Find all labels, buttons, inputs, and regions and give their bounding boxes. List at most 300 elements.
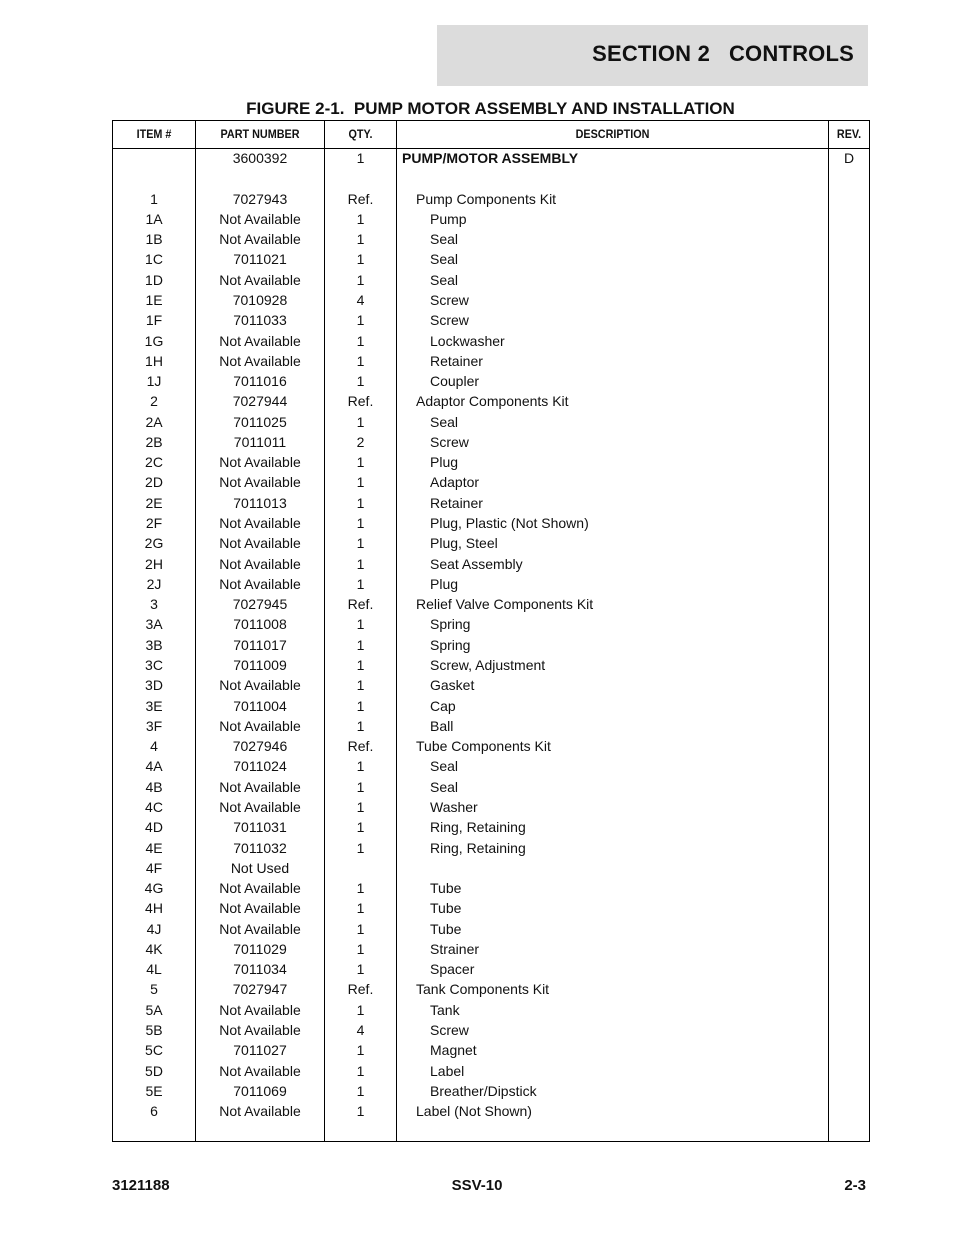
item-cell: 3F (145, 717, 163, 734)
table-row (113, 858, 869, 878)
item-cell: 3A (145, 616, 163, 633)
qty-cell: 1 (356, 1001, 365, 1018)
rev-cell (829, 736, 869, 756)
description-cell: Magnet (430, 1042, 477, 1059)
table-row (113, 594, 869, 614)
rev-cell (829, 614, 869, 634)
table-row (113, 635, 869, 655)
item-cell: 6 (150, 1103, 158, 1120)
part-number-cell: 7011032 (233, 839, 287, 856)
description-cell: Tube Components Kit (416, 738, 551, 755)
description-cell: Seal (430, 251, 459, 268)
description-cell: Coupler (430, 373, 480, 390)
qty-cell: Ref. (347, 190, 374, 207)
qty-cell: Ref. (347, 981, 374, 998)
part-number-cell: Not Available (219, 474, 301, 491)
description-cell: Ring, Retaining (430, 819, 526, 836)
table-row (113, 777, 869, 797)
description-cell: Plug (430, 454, 459, 471)
item-cell: 3D (145, 677, 163, 694)
description-cell: Screw (430, 291, 469, 308)
table-row (113, 513, 869, 533)
item-cell: 2A (145, 413, 163, 430)
rev-cell (829, 898, 869, 918)
part-number-cell: 7011011 (233, 433, 287, 450)
rev-cell (829, 635, 869, 655)
part-number-cell: 7027945 (232, 596, 288, 613)
table-row (113, 736, 869, 756)
footer-document-number: 3121188 (112, 1177, 170, 1194)
table-row (113, 412, 869, 432)
table-row (113, 716, 869, 736)
part-number-cell: Not Available (219, 920, 301, 937)
qty-cell: 1 (356, 616, 365, 633)
qty-cell: 1 (356, 210, 365, 227)
item-cell: 4B (145, 778, 163, 795)
qty-cell: 1 (356, 271, 365, 288)
item-cell: 4L (146, 961, 162, 978)
qty-cell: 1 (356, 1042, 365, 1059)
item-cell: 2D (145, 474, 163, 491)
rev-cell (829, 168, 869, 188)
rev-cell (829, 959, 869, 979)
item-cell: 2G (144, 535, 164, 552)
rev-cell (829, 533, 869, 553)
description-cell: Plug, Plastic (Not Shown) (430, 515, 589, 532)
rev-cell (829, 432, 869, 452)
qty-cell: Ref. (347, 596, 374, 613)
rev-cell (829, 696, 869, 716)
qty-cell: 1 (356, 352, 365, 369)
table-row (113, 959, 869, 979)
table-row (113, 310, 869, 330)
item-cell: 5E (145, 1082, 163, 1099)
item-cell: 1A (145, 210, 163, 227)
rev-cell (829, 878, 869, 898)
part-number-cell: Not Available (219, 717, 301, 734)
description-cell: Tube (430, 920, 462, 937)
part-number-cell: Not Used (230, 859, 290, 876)
rev-cell (829, 1061, 869, 1081)
table-row (113, 472, 869, 492)
item-cell: 2B (145, 433, 163, 450)
item-cell: 3E (145, 697, 163, 714)
qty-cell (325, 858, 396, 878)
section-title: SECTION 2 CONTROLS (592, 41, 854, 66)
item-cell: 4E (145, 839, 163, 856)
part-number-cell: Not Available (219, 880, 301, 897)
item-cell: 2F (145, 515, 163, 532)
footer-model: SSV-10 (451, 1177, 503, 1194)
item-cell: 1B (145, 231, 163, 248)
item-cell: 1J (146, 373, 162, 390)
description-cell: Pump Components Kit (416, 190, 557, 207)
rev-cell (829, 513, 869, 533)
part-number-cell: 7011033 (233, 312, 287, 329)
rev-cell (829, 1040, 869, 1060)
description-cell: Pump (430, 210, 467, 227)
part-number-cell: 7011017 (233, 636, 287, 653)
rev-cell (829, 391, 869, 411)
description-cell: Tube (430, 880, 462, 897)
description-cell: Tank (430, 1001, 460, 1018)
table-row (113, 675, 869, 695)
table-row (113, 898, 869, 918)
description-cell: Screw (430, 312, 469, 329)
description-cell: Adaptor Components Kit (416, 393, 569, 410)
qty-cell: 1 (356, 839, 365, 856)
part-number-cell: 7027943 (232, 190, 288, 207)
item-cell: 2E (145, 494, 163, 511)
table-row (113, 290, 869, 310)
part-number-cell: Not Available (219, 575, 301, 592)
part-number-cell: Not Available (219, 454, 301, 471)
part-number-cell: Not Available (219, 677, 301, 694)
rev-cell (829, 371, 869, 391)
part-number-cell: 7011008 (233, 616, 287, 633)
description-cell: Seal (430, 231, 459, 248)
qty-cell: 1 (356, 515, 365, 532)
qty-cell: Ref. (347, 393, 374, 410)
description-cell (397, 168, 846, 188)
description-cell: Spacer (430, 961, 475, 978)
description-cell: Screw (430, 433, 469, 450)
table-row (113, 696, 869, 716)
description-cell: Tube (430, 900, 462, 917)
qty-cell: 1 (356, 677, 365, 694)
table-row (113, 797, 869, 817)
description-cell: PUMP/MOTOR ASSEMBLY (402, 150, 579, 166)
part-number-cell: 7011021 (233, 251, 287, 268)
qty-cell: 1 (356, 1082, 365, 1099)
item-cell: 4A (145, 758, 163, 775)
item-cell: 2 (150, 393, 158, 410)
item-cell: 5 (150, 981, 158, 998)
table-row (113, 1081, 869, 1101)
table-row (113, 391, 869, 411)
header-item: ITEM # (136, 127, 172, 141)
section-banner (437, 25, 868, 86)
table-row (113, 574, 869, 594)
rev-cell (829, 838, 869, 858)
rev-cell (829, 412, 869, 432)
table-row (113, 432, 869, 452)
description-cell: Label (430, 1062, 465, 1079)
part-number-cell: Not Available (219, 1022, 301, 1039)
qty-cell: 1 (356, 454, 365, 471)
header-rev: REV. (836, 127, 862, 141)
description-cell: Seat Assembly (430, 555, 523, 572)
table-row (113, 1040, 869, 1060)
item-cell: 1E (145, 291, 163, 308)
item-cell: 1C (145, 251, 163, 268)
item-cell: 2J (146, 575, 162, 592)
header-qty: QTY. (348, 127, 373, 141)
rev-cell (829, 249, 869, 269)
rev-cell (829, 351, 869, 371)
description-cell: Washer (430, 798, 478, 815)
qty-cell: 1 (356, 961, 365, 978)
qty-cell: 1 (356, 657, 365, 673)
part-number-cell: Not Available (219, 1001, 301, 1018)
description-cell: Seal (430, 271, 459, 288)
table-row (113, 168, 869, 188)
table-row (113, 493, 869, 513)
item-cell: 1 (150, 190, 158, 207)
qty-cell: 1 (356, 717, 365, 734)
qty-cell: 1 (356, 880, 365, 897)
part-number-cell: Not Available (219, 210, 301, 227)
item-cell: 5D (145, 1062, 163, 1079)
item-cell: 5C (145, 1042, 163, 1059)
rev-cell (829, 452, 869, 472)
table-row (113, 655, 869, 675)
table-row (113, 614, 869, 634)
table-row (113, 331, 869, 351)
description-cell: Label (Not Shown) (416, 1103, 532, 1120)
table-row (113, 189, 869, 209)
qty-cell: 4 (356, 291, 365, 308)
item-cell: 4H (145, 900, 163, 917)
part-number-cell: Not Available (219, 271, 301, 288)
table-row (113, 452, 869, 472)
part-number-cell: 7011004 (233, 697, 287, 714)
rev-cell (829, 858, 869, 878)
description-cell (397, 858, 860, 878)
table-row (113, 249, 869, 269)
qty-cell: 1 (356, 332, 365, 349)
item-cell: 4 (150, 738, 158, 755)
description-cell: Gasket (430, 677, 475, 694)
qty-cell (325, 168, 396, 188)
table-row (113, 1061, 869, 1081)
description-cell: Ball (430, 717, 454, 734)
item-cell: 3B (145, 636, 163, 653)
qty-cell: 1 (356, 940, 365, 957)
rev-cell (829, 655, 869, 675)
rev-cell (829, 493, 869, 513)
header-description: DESCRIPTION (575, 127, 650, 141)
part-number-cell: Not Available (219, 798, 301, 815)
qty-cell: 1 (356, 494, 365, 511)
footer-page-number: 2-3 (844, 1177, 866, 1194)
qty-cell: 1 (356, 413, 365, 430)
table-row (113, 270, 869, 290)
part-number-cell: 7027947 (232, 981, 288, 998)
qty-cell: 1 (356, 798, 365, 815)
part-number-cell: 7011009 (233, 657, 287, 673)
rev-cell (829, 979, 869, 999)
header-part-number: PART NUMBER (220, 127, 300, 141)
item-cell: 1D (145, 271, 163, 288)
item-cell: 2C (145, 454, 163, 471)
item-cell: 4D (145, 819, 163, 836)
description-cell: Cap (430, 697, 456, 714)
qty-cell: 1 (356, 778, 365, 795)
qty-cell: 1 (356, 1062, 365, 1079)
part-number-cell: Not Available (219, 515, 301, 532)
qty-cell: 1 (356, 636, 365, 653)
item-cell: 2H (145, 555, 163, 572)
qty-cell: 2 (356, 433, 365, 450)
item-cell (113, 148, 195, 168)
rev-cell (829, 716, 869, 736)
qty-cell: 1 (356, 373, 365, 390)
table-row (113, 351, 869, 371)
rev-cell (829, 817, 869, 837)
figure-title: FIGURE 2-1. PUMP MOTOR ASSEMBLY AND INSTALLATION (246, 99, 735, 118)
qty-cell: 1 (356, 1103, 365, 1120)
item-cell: 4K (145, 940, 163, 957)
description-cell: Seal (430, 778, 459, 795)
rev-cell (829, 1101, 869, 1121)
rev-cell (829, 270, 869, 290)
part-number-cell: 7011031 (233, 819, 287, 836)
description-cell: Screw (430, 1022, 469, 1039)
table-row (113, 1020, 869, 1040)
description-cell: Seal (430, 413, 459, 430)
table-row (113, 838, 869, 858)
table-row (113, 229, 869, 249)
table-row (113, 817, 869, 837)
description-cell: Screw, Adjustment (430, 657, 546, 673)
rev-cell (829, 797, 869, 817)
table-row (113, 919, 869, 939)
item-cell: 4C (145, 798, 163, 815)
part-number-cell: 7011016 (233, 373, 287, 390)
rev-cell (829, 554, 869, 574)
qty-cell: 1 (356, 312, 365, 329)
rev-cell (829, 1081, 869, 1101)
part-number-cell: 7027946 (232, 738, 288, 755)
qty-cell: 1 (356, 900, 365, 917)
item-cell: 5A (145, 1001, 163, 1018)
rev-cell (829, 189, 869, 209)
item-cell: 1F (145, 312, 163, 329)
table-row (113, 533, 869, 553)
part-number-cell: 7011027 (233, 1042, 287, 1059)
item-cell (113, 168, 195, 188)
rev-cell (829, 472, 869, 492)
part-number-cell: Not Available (219, 778, 301, 795)
part-number-cell: Not Available (219, 231, 301, 248)
item-cell: 4F (145, 859, 163, 876)
part-number-cell: 7011025 (233, 413, 287, 430)
description-cell: Spring (430, 636, 471, 653)
part-number-cell: Not Available (219, 332, 301, 349)
rev-cell (829, 1000, 869, 1020)
table-row (113, 878, 869, 898)
part-number-cell: 7011013 (233, 494, 287, 511)
qty-cell: 1 (356, 758, 365, 775)
qty-cell: 1 (356, 150, 365, 166)
rev-cell (829, 229, 869, 249)
part-number-cell: 3600392 (232, 150, 288, 166)
part-number-cell: Not Available (219, 555, 301, 572)
parts-table (112, 120, 870, 1142)
part-number-cell: Not Available (219, 900, 301, 917)
rev-cell (829, 756, 869, 776)
rev-cell (829, 939, 869, 959)
description-cell: Lockwasher (430, 332, 505, 349)
item-cell: 5B (145, 1022, 163, 1039)
rev-cell (829, 675, 869, 695)
table-row (113, 148, 869, 168)
table-row (113, 554, 869, 574)
rev-cell (829, 1020, 869, 1040)
item-cell: 1G (144, 332, 164, 349)
part-number-cell: Not Available (219, 1062, 301, 1079)
qty-cell: 1 (356, 697, 365, 714)
rev-cell (829, 290, 869, 310)
description-cell: Plug (430, 575, 459, 592)
rev-cell: D (843, 150, 855, 166)
item-cell: 1H (145, 352, 163, 369)
qty-cell: 1 (356, 575, 365, 592)
qty-cell: Ref. (347, 738, 374, 755)
part-number-cell: 7010928 (232, 291, 288, 308)
qty-cell: 1 (356, 555, 365, 572)
item-cell: 4G (144, 880, 164, 897)
part-number-cell: 7011034 (233, 961, 287, 978)
item-cell: 4J (146, 920, 162, 937)
part-number-cell: Not Available (219, 1103, 301, 1120)
description-cell: Adaptor (430, 474, 480, 491)
rev-cell (829, 777, 869, 797)
table-row (113, 371, 869, 391)
rev-cell (829, 574, 869, 594)
description-cell: Tank Components Kit (416, 981, 550, 998)
qty-cell: 1 (356, 819, 365, 836)
table-row (113, 756, 869, 776)
description-cell: Breather/Dipstick (430, 1082, 537, 1099)
qty-cell: 1 (356, 920, 365, 937)
part-number-cell: 7011069 (233, 1082, 287, 1099)
item-cell: 3 (150, 596, 158, 613)
rev-cell (829, 594, 869, 614)
description-cell: Strainer (430, 940, 480, 957)
rev-cell (829, 209, 869, 229)
part-number-cell: Not Available (219, 535, 301, 552)
qty-cell: 1 (356, 231, 365, 248)
qty-cell: 1 (356, 535, 365, 552)
description-cell: Ring, Retaining (430, 839, 526, 856)
qty-cell: 4 (356, 1022, 365, 1039)
description-cell: Spring (430, 616, 471, 633)
table-row (113, 209, 869, 229)
part-number-cell: 7011024 (233, 758, 287, 775)
item-cell: 3C (145, 657, 163, 673)
qty-cell: 1 (356, 251, 365, 268)
table-row (113, 939, 869, 959)
description-cell: Plug, Steel (430, 535, 498, 552)
table-row (113, 979, 869, 999)
part-number-cell: 7011029 (233, 940, 287, 957)
description-cell: Retainer (430, 494, 483, 511)
rev-cell (829, 310, 869, 330)
part-number-cell: 7027944 (232, 393, 288, 410)
part-number-cell (196, 168, 324, 188)
table-row (113, 1000, 869, 1020)
qty-cell: 1 (356, 474, 365, 491)
part-number-cell: Not Available (219, 352, 301, 369)
table-row (113, 1101, 869, 1121)
rev-cell (829, 919, 869, 939)
description-cell: Retainer (430, 352, 483, 369)
description-cell: Seal (430, 758, 459, 775)
description-cell: Relief Valve Components Kit (416, 596, 594, 613)
rev-cell (829, 331, 869, 351)
